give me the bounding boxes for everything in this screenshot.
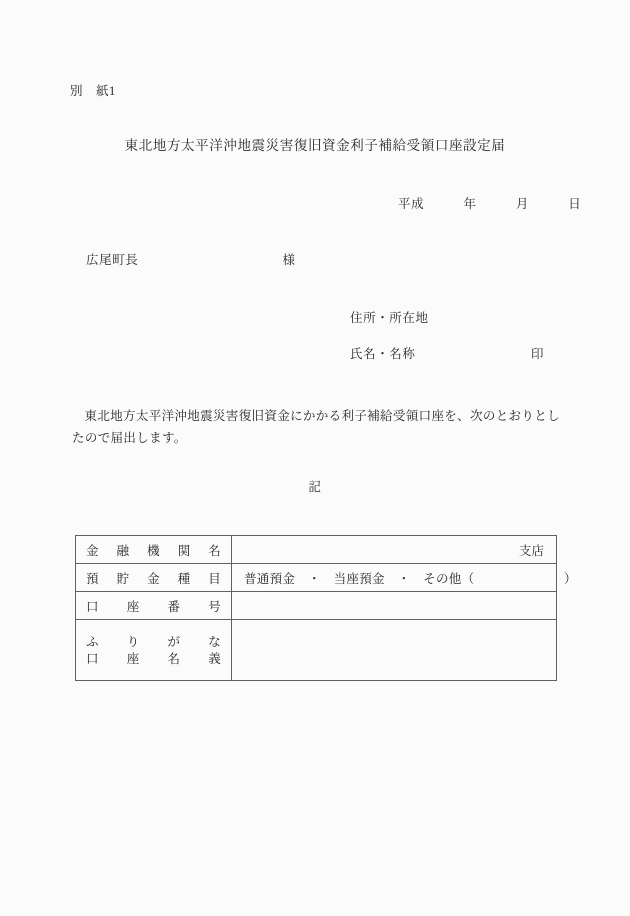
address-field-label: 住所・所在地 (350, 311, 429, 325)
row-label-financial-institution: 金 融 機 関 名 (76, 536, 232, 564)
row-value-account-number[interactable] (232, 592, 557, 620)
form-number-label: 別 紙1 (70, 84, 116, 98)
document-title: 東北地方太平洋沖地震災害復旧資金利子補給受領口座設定届 (124, 138, 506, 153)
row-value-financial-institution[interactable]: 支店 (232, 536, 557, 564)
record-marker: 記 (308, 480, 322, 494)
table-row (76, 536, 557, 564)
addressee-line: 広尾町長 様 (86, 253, 296, 267)
bank-account-table (75, 535, 577, 681)
table-row (76, 620, 557, 681)
row-label-furigana: ふ り が な (86, 634, 221, 649)
seal-stamp-marker: 印 (531, 347, 544, 361)
body-paragraph: 東北地方太平洋沖地震災害復旧資金にかかる利子補給受領口座を、次のとおりとしたので届出します。 (72, 409, 560, 445)
name-field-label: 氏名・名称 (350, 347, 416, 361)
row-label-account-name: 口 座 名 義 (86, 651, 221, 666)
row-label-account-number: 口 座 番 号 (76, 592, 232, 620)
table-row (76, 564, 557, 592)
row-value-account-holder[interactable] (232, 620, 557, 681)
row-label-deposit-type: 預 貯 金 種 目 (76, 564, 232, 592)
date-line: 平成 年 月 日 (398, 197, 582, 211)
row-label-account-holder (76, 620, 232, 681)
table-row (76, 592, 557, 620)
row-value-deposit-type[interactable]: 普通預金 ・ 当座預金 ・ その他（ ） (232, 564, 557, 592)
